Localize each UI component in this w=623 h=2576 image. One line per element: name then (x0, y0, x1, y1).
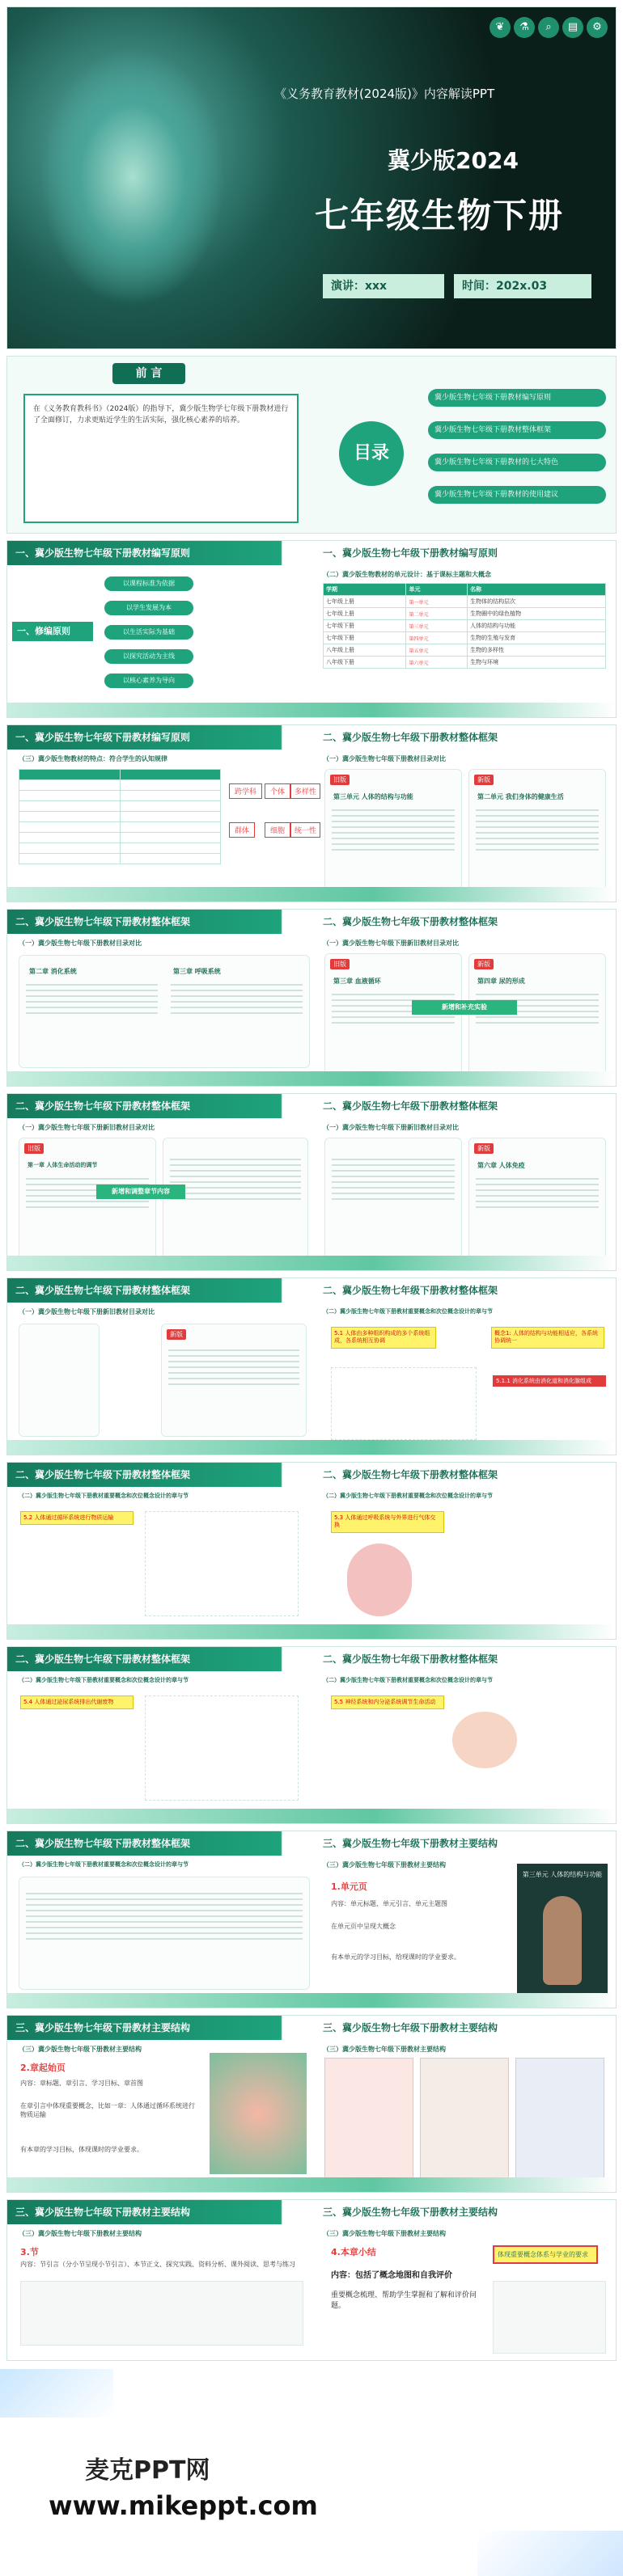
unit-page-content: 内容：单元标题、单元引言、单元主题图 (331, 1900, 447, 1907)
preface-text: 在《义务教育教科书》（2024版）的指导下，冀少版生物学七年级下册教材进行了全面修订，力求更贴近学生的生活实际，强化核心素养的培养。 (23, 394, 299, 523)
preface-title: 前 言 (112, 363, 185, 384)
slide-footer (7, 1440, 616, 1455)
summary-content-2: 重要概念梳理、帮助学生掌握和了解和评价问题。 (331, 2291, 477, 2310)
page-thumb-2 (420, 2058, 509, 2179)
right-title: （一）冀少版生物七年级下册新旧教材目录对比 (323, 1124, 459, 1131)
header-right: 一、冀少版生物七年级下册教材编写原则 (323, 547, 498, 559)
search-icon[interactable]: ⌕ (538, 17, 559, 38)
chapter-image (210, 2053, 307, 2174)
compare-arrow: 新增和补充实验 (412, 1000, 517, 1015)
pill-unity: 统一性 (290, 822, 320, 838)
pill-individual: 个体 (265, 783, 290, 799)
slide-footer (7, 1071, 616, 1086)
right-book (161, 1324, 307, 1437)
principle-box-2: 以学生发展为本 (104, 601, 193, 615)
table-row: 七年级下册 第四单元 生物的生殖与发育 (324, 632, 606, 644)
header-left: 二、冀少版生物七年级下册教材整体框架 (15, 1100, 191, 1112)
left-title: （二）冀少版生物七年级下册教材重要概念和次位概念设计的章与节 (19, 1493, 189, 1499)
left-title: （一）冀少版生物七年级下册教材目录对比 (19, 940, 142, 947)
menu-item-3[interactable]: 冀少版生物七年级下册教材的七大特色 (428, 454, 606, 471)
menu-item-2[interactable]: 冀少版生物七年级下册教材整体框架 (428, 421, 606, 439)
cover-time: 时间：202x.03 (454, 274, 591, 298)
framework-slide-1 (6, 909, 617, 1087)
pill-cell: 细胞 (265, 822, 290, 838)
chapter-note: 在章引言中体现重要概念，比如一章：人体通过循环系统进行物质运输 (20, 2102, 195, 2118)
concept-slide-3 (6, 1646, 617, 1824)
new-label: 新版 (474, 1143, 494, 1154)
summary-note: 体现重要概念体系与学业的要求 (493, 2245, 598, 2264)
principle-box-4: 以探究活动为主线 (104, 649, 193, 664)
right-unit-a: 第三章 血液循环 (333, 978, 381, 985)
framework-slide-2 (6, 1093, 617, 1271)
chapter-foot: 有本章的学习目标，体现课时的学业要求。 (20, 2146, 143, 2153)
left-title: （三）冀少版生物七年级下册教材主要结构 (19, 2230, 142, 2237)
concept-diagram (331, 1367, 477, 1440)
header-left: 二、冀少版生物七年级下册教材整体框架 (15, 1838, 191, 1849)
red-subconcept: 5.1.1 消化系统由消化道和消化腺组成 (493, 1375, 606, 1387)
summary-heading: 4.本章小结 (331, 2247, 376, 2257)
principle-box-5: 以核心素养为导向 (104, 674, 193, 688)
concept-note-2: 概念1: 人体的结构与功能相适应，各系统协调统一 (491, 1327, 604, 1349)
section-heading: 3.节 (20, 2247, 39, 2257)
left-unit-a: 第二章 消化系统 (29, 968, 77, 975)
left-title: （一）冀少版生物七年级下册新旧教材目录对比 (19, 1308, 155, 1315)
right-title: （二）冀少版生物七年级下册教材重要概念和次位概念设计的章与节 (323, 1677, 493, 1683)
right-title: （一）冀少版生物七年级下册新旧教材目录对比 (323, 940, 459, 947)
left-title: （三）冀少版生物七年级下册教材主要结构 (19, 2046, 142, 2053)
old-label: 旧版 (330, 775, 350, 785)
new-book (468, 769, 606, 890)
pill-diversity: 多样性 (290, 783, 320, 799)
feature-table (19, 769, 221, 864)
unit-table-title: （二）冀少版生物教材的单元设计：基于课标主题和大概念 (323, 571, 491, 578)
section-pages (20, 2281, 303, 2346)
slide-footer (7, 1809, 616, 1823)
poster-title: 第三单元 人体的结构与功能 (522, 1871, 603, 1878)
col-unit: 单元 (406, 584, 468, 596)
col-name: 名称 (468, 584, 606, 596)
unit-page-note: 在单元页中呈现大概念 (331, 1923, 396, 1930)
new-book-2 (468, 1138, 606, 1259)
old-label: 旧版 (24, 1143, 44, 1154)
menu-item-1[interactable]: 冀少版生物七年级下册教材编写原则 (428, 389, 606, 407)
old-book (324, 769, 462, 890)
menu-item-4[interactable]: 冀少版生物七年级下册教材的使用建议 (428, 486, 606, 504)
watermark-brand: 麦克PPT网 (85, 2456, 210, 2485)
concept-note-1: 5.2 人体通过循环系统进行物质运输 (20, 1511, 134, 1525)
header-right: 二、冀少版生物七年级下册教材整体框架 (323, 916, 498, 927)
slide-footer (7, 887, 616, 902)
header-right: 二、冀少版生物七年级下册教材整体框架 (323, 1653, 498, 1665)
concept-slide-2 (6, 1462, 617, 1640)
principle-box-1: 以课程标准为依据 (104, 576, 193, 591)
heart-diagram (145, 1511, 299, 1616)
cover-plant (40, 48, 226, 306)
cover-title: 七年级生物下册 (315, 196, 565, 235)
principle-label: 一、修编原则 (12, 622, 93, 641)
old-label: 旧版 (330, 959, 350, 969)
table-row: 七年级下册 第三单元 人体的结构与功能 (324, 620, 606, 632)
chapter-heading: 2.章起始页 (20, 2063, 66, 2073)
preface-slide (6, 356, 617, 534)
section-content: 内容：节引言（分小节呈现小节引言）、本节正文、探究实践、资料分析、课外阅读、思考与练习 (20, 2261, 295, 2268)
slide-footer (7, 1624, 616, 1639)
slide-footer (7, 1256, 616, 1270)
watermark-url[interactable]: www.mikeppt.com (49, 2490, 318, 2521)
header-right: 二、冀少版生物七年级下册教材整体框架 (323, 1469, 498, 1480)
unit-table (323, 583, 606, 669)
structure-slide-2 (6, 2015, 617, 2193)
cover-toolbar (486, 17, 608, 38)
old-book-2 (324, 1138, 462, 1259)
concept-note-1: 5.1 人体由多种组织构成的多个系统组成，各系统相互协调 (331, 1327, 436, 1349)
col-term: 学期 (324, 584, 406, 596)
right-title: （三）冀少版生物七年级下册教材主要结构 (323, 2046, 446, 2053)
cover-slide (6, 6, 617, 349)
left-unit-b: 第三章 呼吸系统 (173, 968, 221, 975)
left-title: （一）冀少版生物七年级下册新旧教材目录对比 (19, 1124, 155, 1131)
header-left: 二、冀少版生物七年级下册教材整体框架 (15, 1285, 191, 1296)
principle-box-3: 以生活实际为基础 (104, 625, 193, 640)
concept-note-1: 5.4 人体通过泌尿系统排出代谢废物 (20, 1696, 134, 1709)
right-title: （三）冀少版生物七年级下册教材主要结构 (323, 2230, 446, 2237)
principles-slide (6, 540, 617, 718)
header-left: 一、冀少版生物七年级下册教材编写原则 (15, 547, 191, 559)
microscope-icon[interactable]: ⚗ (514, 17, 535, 38)
leaf-icon[interactable]: ❦ (490, 17, 511, 38)
deco-left (0, 2369, 113, 2418)
table-row: 七年级上册 第一单元 生物体的结构层次 (324, 596, 606, 608)
page-thumb-1 (324, 2058, 413, 2179)
new-label: 新版 (167, 1329, 186, 1340)
table-row: 八年级下册 第六单元 生物与环境 (324, 657, 606, 669)
header-right: 三、冀少版生物七年级下册教材主要结构 (323, 2206, 498, 2218)
pill-group: 群体 (229, 822, 255, 838)
header-right: 二、冀少版生物七年级下册教材整体框架 (323, 1100, 498, 1112)
header-right: 三、冀少版生物七年级下册教材主要结构 (323, 2022, 498, 2033)
header-right: 二、冀少版生物七年级下册教材整体框架 (323, 732, 498, 743)
compare-arrow: 新增和调整章节内容 (96, 1185, 185, 1199)
summary-content: 内容：包括了概念地图和自我评价 (331, 2271, 452, 2280)
concept-slide-1 (6, 1277, 617, 1455)
table-row: 七年级上册 第二单元 生物圈中的绿色植物 (324, 608, 606, 620)
left-book (19, 1324, 100, 1437)
old-unit: 第三单元 人体的结构与功能 (333, 793, 413, 800)
left-book (19, 1877, 310, 1990)
left-title: （二）冀少版生物七年级下册教材重要概念和次位概念设计的章与节 (19, 1861, 189, 1868)
page-thumb-3 (515, 2058, 604, 2179)
right-title: （二）冀少版生物七年级下册教材重要概念和次位概念设计的章与节 (323, 1493, 493, 1499)
table-row: 八年级上册 第五单元 生物的多样性 (324, 644, 606, 657)
header-left: 二、冀少版生物七年级下册教材整体框架 (15, 916, 191, 927)
features-slide (6, 724, 617, 902)
header-left: 三、冀少版生物七年级下册教材主要结构 (15, 2206, 191, 2218)
right-title: （一）冀少版生物七年级下册教材目录对比 (323, 755, 446, 762)
pill-cross: 跨学科 (229, 783, 262, 799)
summary-image (493, 2281, 606, 2354)
cover-edition: 冀少版2024 (388, 147, 519, 174)
body-figure (543, 1896, 582, 1985)
chapter-content: 内容：章标题、章引言、学习目标、章首图 (20, 2080, 143, 2087)
settings-icon[interactable]: ⚙ (587, 17, 608, 38)
left-title: （三）冀少版生物教材的特点：符合学生的认知规律 (19, 755, 167, 762)
unit-page-heading: 1.单元页 (331, 1881, 367, 1892)
header-left: 三、冀少版生物七年级下册教材主要结构 (15, 2022, 191, 2033)
left-title: （二）冀少版生物七年级下册教材重要概念和次位概念设计的章与节 (19, 1677, 189, 1683)
slide-footer (7, 2177, 616, 2192)
right-unit: 第六章 人体免疫 (477, 1162, 525, 1169)
unit-page-foot: 有本单元的学习目标，给现课时的学业要求。 (331, 1953, 460, 1961)
header-left: 二、冀少版生物七年级下册教材整体框架 (15, 1653, 191, 1665)
left-book (19, 955, 310, 1068)
cover-subtitle: 《义务教育教材(2024版)》内容解读PPT (274, 87, 495, 101)
right-unit-b: 第四章 尿的形成 (477, 978, 525, 985)
new-label: 新版 (474, 959, 494, 969)
slide-footer (7, 1993, 616, 2008)
slide-footer (7, 703, 616, 717)
right-title: （二）冀少版生物七年级下册教材重要概念和次位概念设计的章与节 (323, 1308, 493, 1315)
contents-title: 目录 (339, 421, 404, 486)
concept-note-2: 5.3 人体通过呼吸系统与外界进行气体交换 (331, 1511, 444, 1533)
new-unit: 第二单元 我们身体的健康生活 (477, 793, 564, 800)
new-label: 新版 (474, 775, 494, 785)
unit-poster (517, 1864, 608, 1993)
right-title: （三）冀少版生物七年级下册教材主要结构 (323, 1861, 446, 1869)
structure-slide-3 (6, 2199, 617, 2361)
left-unit: 第一章 人体生命活动的调节 (28, 1162, 98, 1168)
header-right: 三、冀少版生物七年级下册教材主要结构 (323, 1838, 498, 1849)
structure-slide-1 (6, 1831, 617, 2008)
watermark (0, 2369, 623, 2576)
kidney-diagram (145, 1696, 299, 1801)
cover-speaker: 演讲：xxx (323, 274, 444, 298)
concept-note-2: 5.5 神经系统和内分泌系统调节生命活动 (331, 1696, 444, 1709)
header-left: 一、冀少版生物七年级下册教材编写原则 (15, 732, 191, 743)
brain-diagram (452, 1712, 517, 1768)
deco-right (477, 2531, 623, 2576)
header-left: 二、冀少版生物七年级下册教材整体框架 (15, 1469, 191, 1480)
header-right: 二、冀少版生物七年级下册教材整体框架 (323, 1285, 498, 1296)
book-icon[interactable]: ▤ (562, 17, 583, 38)
lung-diagram (347, 1543, 412, 1616)
